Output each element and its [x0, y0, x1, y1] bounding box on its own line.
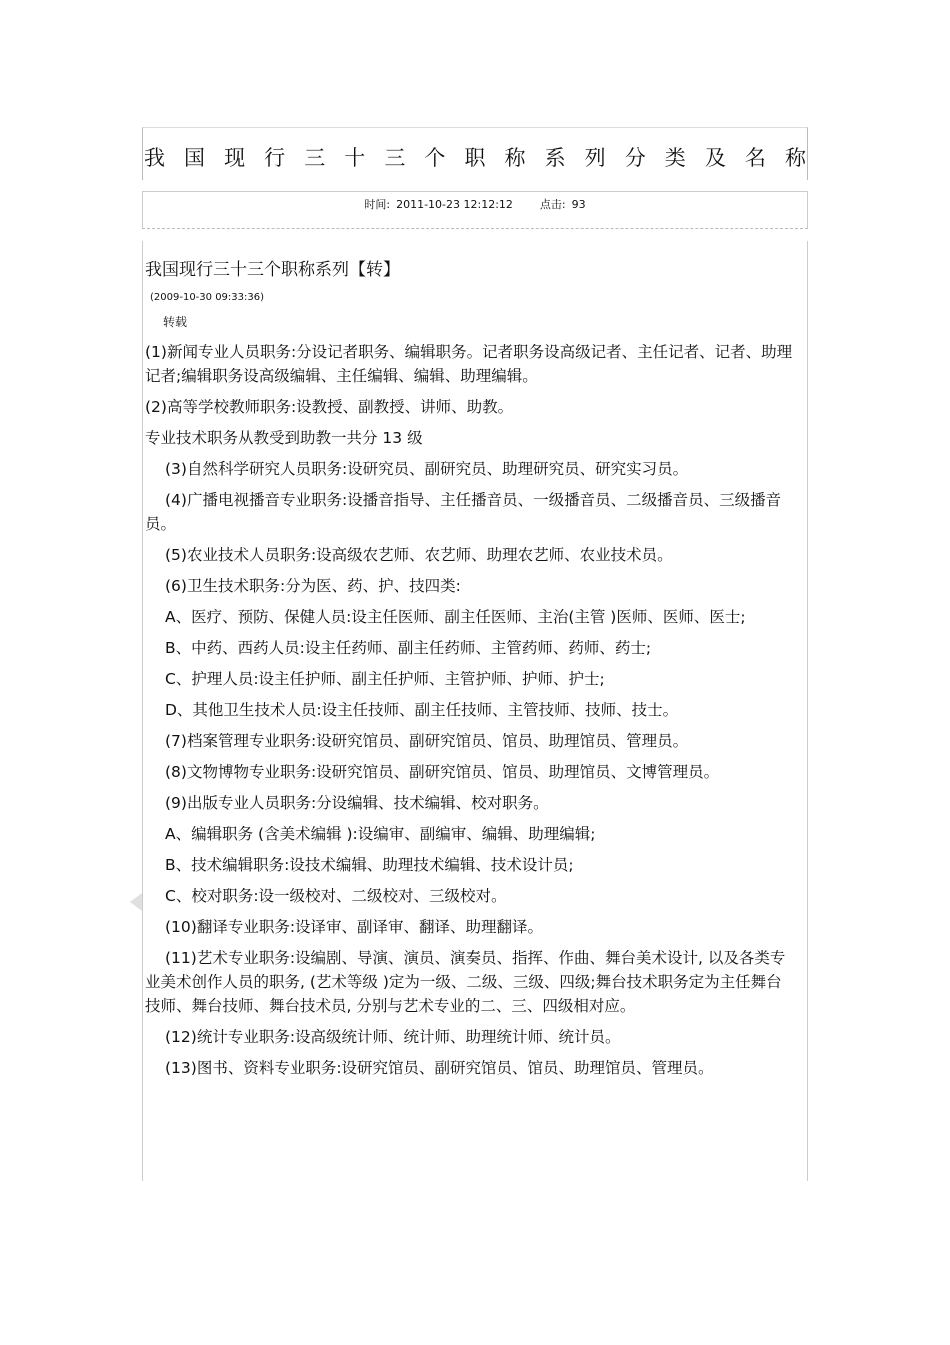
article-heading: 我国现行三十三个职称系列【转】: [145, 260, 400, 280]
paragraph: (2)高等学校教师职务:设教授、副教授、讲师、助教。: [145, 398, 514, 416]
article-date: (2009-10-30 09:33:36): [150, 292, 265, 303]
paragraph: A、编辑职务 (含美术编辑 ):设编审、副编审、编辑、助理编辑;: [165, 825, 596, 843]
paragraph: D、其他卫生技术人员:设主任技师、副主任技师、主管技师、技师、技士。: [165, 701, 679, 719]
paragraph: (13)图书、资料专业职务:设研究馆员、副研究馆员、馆员、助理馆员、管理员。: [165, 1059, 714, 1077]
content-box: [142, 241, 808, 1181]
time-label: 时间:: [364, 198, 391, 211]
paragraph: (8)文物博物专业职务:设研究馆员、副研究馆员、馆员、助理馆员、文博管理员。: [165, 763, 720, 781]
paragraph: B、技术编辑职务:设技术编辑、助理技术编辑、技术设计员;: [165, 856, 574, 874]
page-title: 我国现行三十三个职称系列分类及名称: [144, 146, 806, 170]
paragraph: (9)出版专业人员职务:分设编辑、技术编辑、校对职务。: [165, 794, 549, 812]
repost-tag: 转载: [163, 315, 188, 329]
meta-box: [142, 191, 808, 229]
title-box: [142, 127, 808, 180]
prev-arrow-icon[interactable]: [130, 893, 142, 911]
paragraph: B、中药、西药人员:设主任药师、副主任药师、主管药师、药师、药士;: [165, 639, 652, 657]
paragraph: (3)自然科学研究人员职务:设研究员、副研究员、助理研究员、研究实习员。: [165, 460, 689, 478]
paragraph: (5)农业技术人员职务:设高级农艺师、农艺师、助理农艺师、农业技术员。: [165, 546, 673, 564]
paragraph: (12)统计专业职务:设高级统计师、统计师、助理统计师、统计员。: [165, 1028, 621, 1046]
paragraph: A、医疗、预防、保健人员:设主任医师、副主任医师、主治(主管 )医师、医师、医士;: [165, 608, 746, 626]
paragraph: C、校对职务:设一级校对、二级校对、三级校对。: [165, 887, 507, 905]
article-body: [145, 255, 797, 1087]
paragraph: (1)新闻专业人员职务:分设记者职务、编辑职务。记者职务设高级记者、主任记者、记者、助理记者;编辑职务设高级编辑、主任编辑、编辑、助理编辑。: [145, 343, 793, 385]
paragraph: (10)翻译专业职务:设译审、副译审、翻译、助理翻译。: [165, 918, 544, 936]
paragraph: C、护理人员:设主任护师、副主任护师、主管护师、护师、护士;: [165, 670, 605, 688]
paragraph: 专业技术职务从教受到助教一共分 13 级: [145, 429, 423, 447]
paragraph: (4)广播电视播音专业职务:设播音指导、主任播音员、一级播音员、二级播音员、三级播音员。: [145, 491, 782, 533]
paragraph: (6)卫生技术职务:分为医、药、护、技四类:: [165, 577, 461, 595]
hits-value: 93: [571, 198, 586, 211]
hits-label: 点击:: [539, 198, 566, 211]
paragraph: (11)艺术专业职务:设编剧、导演、演员、演奏员、指挥、作曲、舞台美术设计, 以及各类专业美术创作人员的职务, (艺术等级 )定为一级、二级、三级、四级;舞台技术职务定为主任舞台技师、舞台技师、舞台技术员, 分别与艺术专业的二、三、四级相对应。: [145, 949, 786, 1015]
meta-line: [143, 196, 807, 212]
paragraph: (7)档案管理专业职务:设研究馆员、副研究馆员、馆员、助理馆员、管理员。: [165, 732, 689, 750]
time-value: 2011-10-23 12:12:12: [396, 198, 513, 211]
